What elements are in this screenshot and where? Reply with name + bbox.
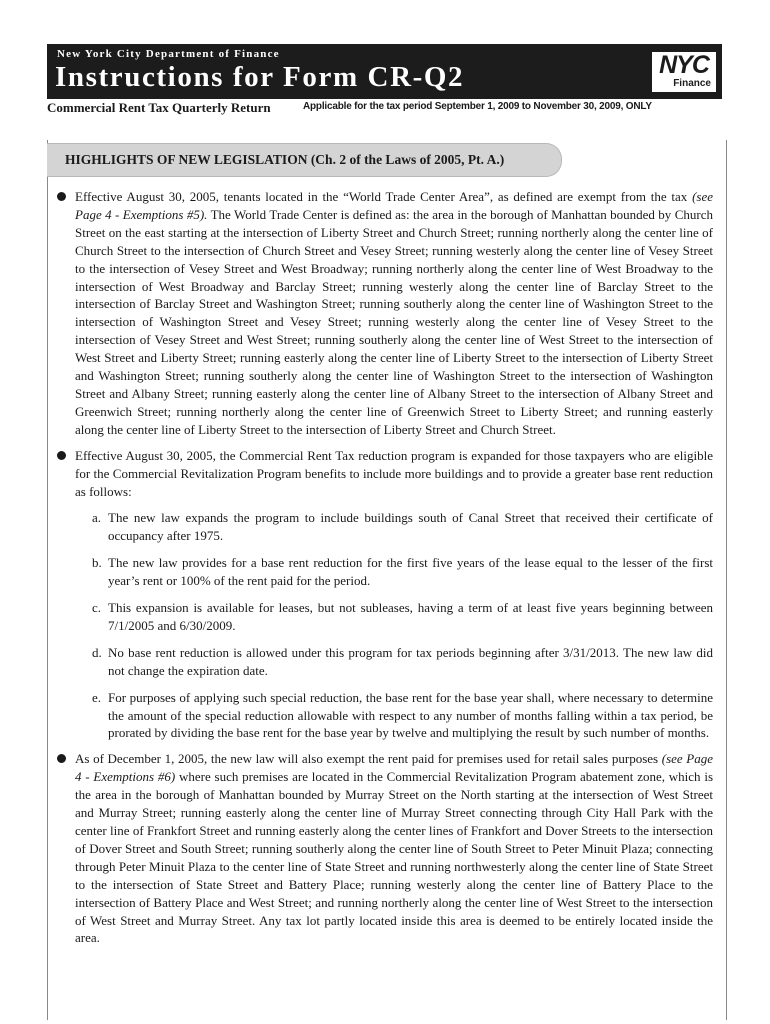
page-reference: (see Page 4 - Exemptions #5). [75, 189, 713, 222]
highlights-content [57, 188, 713, 955]
page-title: Instructions for Form CR-Q2 [55, 61, 465, 93]
bullet-text: Effective August 30, 2005, tenants located in the “World Trade Center Area”, as defined are exempt from the tax [75, 189, 693, 204]
list-item [75, 689, 713, 743]
logo-sub-text: Finance [673, 78, 711, 89]
highlights-heading-tab [47, 143, 562, 177]
item-letter: a. [92, 510, 102, 526]
bullet-text: where such premises are located in the Commercial Revitalization Program abatement zone, which is the area in the borough of Manhattan bounded by Murray Street on the North starting at the intersection of West Street and Murray Street; running easterly along the center line of Murray Street connecting through City Hall Park with the center line of Frankfort Street and running easterly along the center lines of Frankfort and Dover Streets to the intersection of Dover Street and South Street; running southerly along the center line of South Street to Peter Minuit Plaza; connecting through Peter Minuit Plaza to the center line of State Street and running northwesterly along the center line of State Street to the intersection of State Street and Battery Place; running westerly along the center line of Battery Place to the intersection of Battery Place and West Street; and running northerly along the center line of West Street to the intersection of West Street and Murray Street. Any tax lot partly located inside this area is deemed to be entirely located inside the area. [75, 769, 714, 946]
bullet-text: The World Trade Center is defined as: the area in the borough of Manhattan bounded by Church Street on the east starting at the intersection of Liberty Street and Church Street; running northerly along the center line of Church Street to the intersection of Church Street and Vesey Street; running westerly along the center line of Vesey Street to the intersection of Vesey Street and West Broadway; running northerly along the center line of West Broadway to the intersection of West Broadway and Barclay Street; running westerly along the center line of Barclay Street to the intersection of Barclay Street and Washington Street; running southerly along the center line of Washington Street to the intersection of Washington Street and Vesey Street; running westerly along the center line of Vesey Street to the intersection of Vesey Street and West Street; running southerly along the center line of West Street to the intersection of West Street and Liberty Street; running easterly along the center line of Liberty Street to the intersection of Liberty Street and Washington Street; running southerly along the center line of Washington Street to the intersection of Washington Street and Albany Street; running easterly along the center line of Albany Street to the intersection of Albany Street and Greenwich Street; running northerly along the center line of Greenwich Street to Liberty Street; and running easterly along the center line of Liberty Street to the intersection of Liberty Street and Church Street. [75, 206, 713, 437]
item-text: For purposes of applying such special reduction, the base rent for the base year shall, where necessary to determine the amount of the special reduction allowable with respect to any number of months falling within a tax period, be prorated by dividing the base rent for the base year by twelve and multiplying the result by such number of months. [108, 689, 713, 741]
list-item [75, 599, 713, 635]
department-name: New York City Department of Finance [57, 48, 280, 60]
item-text: This expansion is available for leases, but not subleases, having a term of at least five years beginning between 7/1/2005 and 6/30/2009. [108, 600, 713, 633]
bullet-rent-reduction [57, 447, 713, 743]
form-subtitle: Commercial Rent Tax Quarterly Return [47, 100, 271, 115]
bullet-paragraph: Effective August 30, 2005, the Commercial Rent Tax reduction program is expanded for those taxpayers who are eligible for the Commercial Revitalization Program benefits to include more buildings and to provide a greater base rent reduction as follows: [75, 447, 713, 499]
list-item [75, 509, 713, 545]
list-item [75, 554, 713, 590]
item-text: The new law expands the program to include buildings south of Canal Street that received their certificate of occupancy after 1975. [108, 510, 713, 544]
logo-main-text: NYC [659, 51, 709, 79]
subtitle-row [47, 100, 727, 118]
bullet-retail-exemption [57, 750, 713, 947]
tax-period-note: Applicable for the tax period September 1, 2009 to November 30, 2009, ONLY [303, 101, 652, 112]
bullet-icon [57, 192, 66, 201]
bullet-paragraph [75, 750, 713, 947]
bullet-paragraph [75, 188, 713, 439]
highlights-heading: HIGHLIGHTS OF NEW LEGISLATION (Ch. 2 of the Laws of 2005, Pt. A.) [65, 152, 505, 167]
item-text: The new law provides for a base rent reduction for the first five years of the lease equal to the lesser of the first year’s rent or 100% of the rent paid for the period. [108, 555, 713, 589]
page-reference: (see Page 4 - Exemptions #6) [75, 751, 714, 785]
item-letter: c. [92, 600, 102, 616]
item-letter: d. [92, 644, 102, 660]
bullet-wtc-exemption [57, 188, 713, 439]
bullet-text: As of December 1, 2005, the new law will also exempt the rent paid for premises used for retail sales purposes [75, 751, 662, 767]
item-text: No base rent reduction is allowed under this program for tax periods beginning after 3/31/2013. The new law did not change the expiration date. [108, 644, 713, 678]
bullet-icon [57, 451, 66, 460]
list-item [75, 644, 713, 680]
header-bar [47, 44, 722, 99]
item-letter: e. [92, 689, 102, 705]
nyc-finance-logo [652, 52, 716, 92]
item-letter: b. [92, 555, 102, 571]
bullet-icon [57, 754, 66, 763]
